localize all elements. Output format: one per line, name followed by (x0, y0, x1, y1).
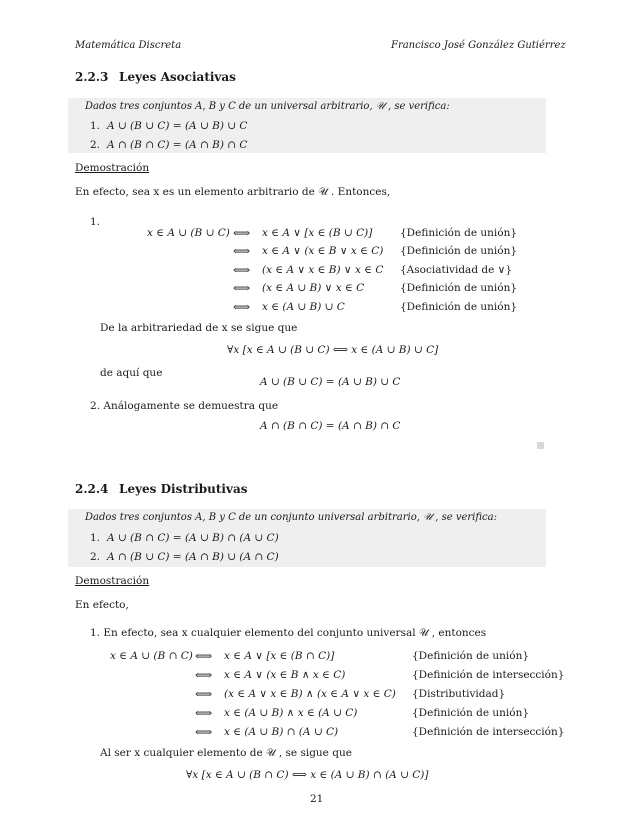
proof-item: 2. Análogamente se demuestra que (90, 400, 279, 412)
derivation-reason: {Definición de unión} (400, 227, 518, 239)
derivation-reason: {Distributividad} (412, 688, 506, 700)
derivation-rhs: (x ∈ A ∨ x ∈ B) ∧ (x ∈ A ∨ x ∈ C) (224, 688, 396, 700)
derivation-reason: {Definición de unión} (400, 301, 518, 313)
proof-intro: En efecto, (75, 599, 129, 611)
proof-label: Demostración (75, 575, 150, 587)
iff-symbol: ⟺ (233, 244, 251, 258)
theorem-statement: Dados tres conjuntos A, B y C de un universal arbitrario, 𝒰 , se verifica: (85, 101, 450, 112)
iff-symbol: ⟺ (195, 706, 213, 720)
derivation-rhs: (x ∈ A ∪ B) ∨ x ∈ C (262, 282, 365, 294)
derivation-reason: {Definición de intersección} (412, 726, 565, 738)
section-number: 2.2.4 (75, 482, 109, 496)
theorem-item-number: 2. (90, 551, 101, 563)
theorem-item-formula: A ∪ (B ∪ C) = (A ∪ B) ∪ C (107, 120, 248, 132)
running-header-right: Francisco José González Gutiérrez (391, 40, 566, 51)
proof-text: de aquí que (100, 367, 163, 379)
derivation-reason: {Definición de unión} (400, 282, 518, 294)
proof-item-number: 1. (90, 216, 101, 228)
iff-symbol: ⟺ (233, 300, 251, 314)
theorem-item-number: 2. (90, 139, 101, 151)
section-title: Leyes Asociativas (119, 70, 236, 84)
derivation-rhs: x ∈ (A ∪ B) ∧ x ∈ (A ∪ C) (224, 707, 358, 719)
proof-item: 1. En efecto, sea x cualquier elemento del conjunto universal 𝒰 , entonces (90, 627, 487, 639)
iff-symbol: ⟺ (195, 725, 213, 739)
theorem-item-formula: A ∪ (B ∩ C) = (A ∪ B) ∩ (A ∪ C) (107, 532, 279, 544)
derivation-rhs: x ∈ A ∨ [x ∈ (B ∩ C)] (224, 650, 335, 662)
theorem-box (68, 98, 546, 153)
proof-intro: En efecto, sea x es un elemento arbitrario de 𝒰 . Entonces, (75, 186, 391, 198)
proof-text: De la arbitrariedad de x se sigue que (100, 322, 298, 334)
derivation-reason: {Asociatividad de ∨} (400, 264, 513, 276)
theorem-item-formula: A ∩ (B ∩ C) = (A ∩ B) ∩ C (107, 139, 248, 151)
derivation-lhs: x ∈ A ∪ (B ∪ C) (147, 227, 230, 239)
derivation-reason: {Definición de unión} (400, 245, 518, 257)
derivation-rhs: x ∈ (A ∪ B) ∩ (A ∪ C) (224, 726, 339, 738)
theorem-box (68, 509, 546, 567)
proof-label: Demostración (75, 162, 150, 174)
theorem-item-number: 1. (90, 532, 101, 544)
derivation-rhs: x ∈ (A ∪ B) ∪ C (262, 301, 345, 313)
iff-symbol: ⟺ (195, 649, 213, 663)
section-number: 2.2.3 (75, 70, 109, 84)
iff-symbol: ⟺ (195, 668, 213, 682)
iff-symbol: ⟺ (233, 226, 251, 240)
derivation-reason: {Definición de unión} (412, 707, 530, 719)
qed-symbol (537, 442, 544, 449)
iff-symbol: ⟺ (195, 687, 213, 701)
display-formula: A ∩ (B ∩ C) = (A ∩ B) ∩ C (260, 420, 401, 432)
derivation-rhs: x ∈ A ∨ [x ∈ (B ∪ C)] (262, 227, 373, 239)
theorem-item-number: 1. (90, 120, 101, 132)
display-formula: ∀x [x ∈ A ∪ (B ∩ C) ⟺ x ∈ (A ∪ B) ∩ (A ∪ C)] (186, 769, 429, 781)
derivation-rhs: x ∈ A ∨ (x ∈ B ∨ x ∈ C) (262, 245, 384, 257)
derivation-rhs: (x ∈ A ∨ x ∈ B) ∨ x ∈ C (262, 264, 384, 276)
derivation-rhs: x ∈ A ∨ (x ∈ B ∧ x ∈ C) (224, 669, 346, 681)
theorem-statement: Dados tres conjuntos A, B y C de un conjunto universal arbitrario, 𝒰 , se verifica: (85, 512, 497, 523)
running-header-left: Matemática Discreta (75, 40, 182, 51)
page-number: 21 (310, 793, 324, 805)
derivation-reason: {Definición de intersección} (412, 669, 565, 681)
proof-text: Al ser x cualquier elemento de 𝒰 , se sigue que (100, 747, 352, 759)
theorem-item-formula: A ∩ (B ∪ C) = (A ∩ B) ∪ (A ∩ C) (107, 551, 279, 563)
iff-symbol: ⟺ (233, 263, 251, 277)
iff-symbol: ⟺ (233, 281, 251, 295)
derivation-reason: {Definición de unión} (412, 650, 530, 662)
display-formula: ∀x [x ∈ A ∪ (B ∪ C) ⟺ x ∈ (A ∪ B) ∪ C] (227, 344, 439, 356)
derivation-lhs: x ∈ A ∪ (B ∩ C) (110, 650, 193, 662)
section-title: Leyes Distributivas (119, 482, 248, 496)
display-formula: A ∪ (B ∪ C) = (A ∪ B) ∪ C (260, 376, 401, 388)
